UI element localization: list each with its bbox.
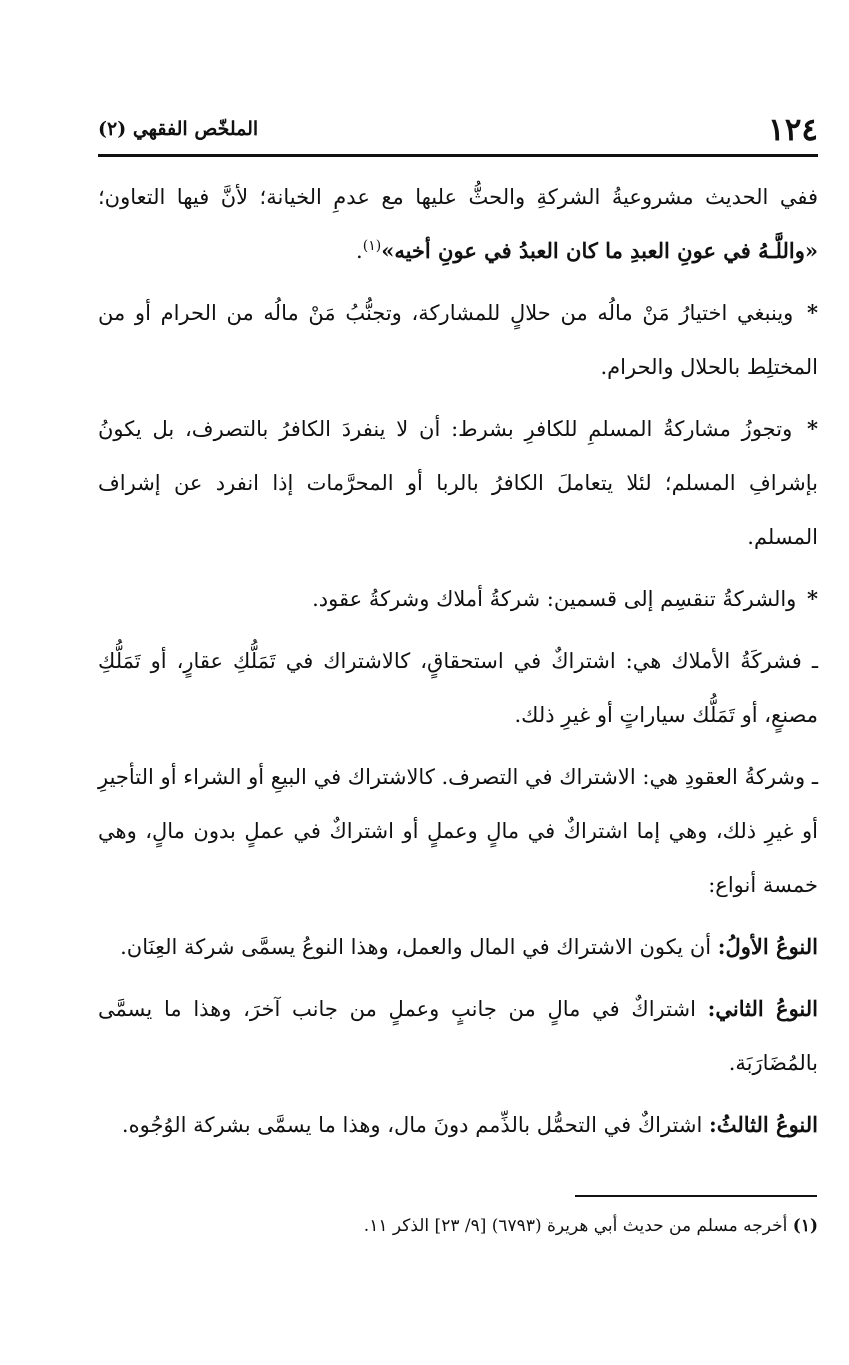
page-number: ١٢٤ bbox=[768, 112, 818, 148]
paragraph-hadith bbox=[98, 170, 818, 278]
footnote-divider bbox=[575, 1195, 817, 1197]
type-label: النوعُ الثالثُ: bbox=[709, 1112, 818, 1137]
header-divider bbox=[98, 154, 818, 157]
paragraph-text: اشتراكٌ في مالٍ من جانبٍ وعملٍ من جانب آخرَ، وهذا ما يسمَّى بالمُضَارَبَة. bbox=[98, 997, 818, 1075]
type-label: النوعُ الأولُ: bbox=[717, 934, 818, 959]
bullet-star-icon: * bbox=[807, 300, 818, 325]
bullet-star-icon: * bbox=[807, 416, 818, 441]
paragraph-end: . bbox=[356, 239, 363, 263]
footnote-reference: (١) bbox=[362, 238, 382, 254]
paragraph-type-two bbox=[98, 982, 818, 1090]
paragraph-property-partnership bbox=[98, 634, 818, 742]
paragraph-text: والشركةُ تنقسِم إلى قسمين: شركةُ أملاك وشركةُ عقود. bbox=[312, 587, 797, 611]
footnote bbox=[98, 1210, 818, 1242]
paragraph-type-three bbox=[98, 1098, 818, 1152]
paragraph-partnership-types bbox=[98, 572, 818, 626]
page-body bbox=[98, 170, 818, 1160]
paragraph-text: وتجوزُ مشاركةُ المسلمِ للكافرِ بشرط: أن لا ينفردَ الكافرُ بالتصرف، بل يكونُ بإشرافِ المسلم؛ لئلا يتعاملَ الكافرُ بالربا أو المحرَّمات إذا انفرد عن إشراف المسلم. bbox=[98, 417, 818, 549]
type-label: النوعُ الثاني: bbox=[707, 996, 819, 1021]
hadith-quote: «واللَّـهُ في عونِ العبدِ ما كان العبدُ في عونِ أخيه» bbox=[381, 238, 818, 263]
bullet-star-icon: * bbox=[807, 586, 818, 611]
paragraph-text: أن يكون الاشتراك في المال والعمل، وهذا النوعُ يسمَّى شركة العِنَان. bbox=[120, 935, 718, 959]
paragraph-text: ـ فشركَةُ الأملاك هي: اشتراكٌ في استحقاقٍ، كالاشتراك في تَمَلُّكِ عقارٍ، أو تَمَلُّكِ مصنعٍ، أو تَمَلُّك سياراتٍ أو غيرِ ذلك. bbox=[98, 649, 818, 727]
page-header bbox=[98, 112, 818, 152]
paragraph-non-muslim-partner bbox=[98, 402, 818, 564]
paragraph-type-one bbox=[98, 920, 818, 974]
paragraph-text: ـ وشركةُ العقودِ هي: الاشتراك في التصرف. كالاشتراك في البيعِ أو الشراء أو التأجيرِ أو غيرِ ذلك، وهي إما اشتراكٌ في مالٍ وعملٍ أو اشتراكٌ في عملٍ بدون مالٍ، وهي خمسة أنواع: bbox=[98, 765, 818, 897]
paragraph-text: وينبغي اختيارُ مَنْ مالُه من حلالٍ للمشاركة، وتجنُّبُ مَنْ مالُه من الحرام أو من المختلِط بالحلال والحرام. bbox=[98, 301, 818, 379]
footnote-marker: (١) bbox=[792, 1216, 818, 1236]
paragraph-text: ففي الحديث مشروعيةُ الشركةِ والحثُّ عليها مع عدمِ الخيانة؛ لأنَّ فيها التعاون؛ bbox=[98, 185, 818, 209]
paragraph-contract-partnership bbox=[98, 750, 818, 912]
paragraph-text: اشتراكٌ في التحمُّل بالذِّمم دونَ مال، وهذا ما يسمَّى بشركة الوُجُوه. bbox=[121, 1113, 709, 1137]
footnote-text: أخرجه مسلم من حديث أبي هريرة (٦٧٩٣) [٩/ ٢٣] الذكر ١١. bbox=[363, 1216, 788, 1236]
paragraph-choose-partner bbox=[98, 286, 818, 394]
book-title: الملخّص الفقهي (٢) bbox=[98, 118, 259, 140]
